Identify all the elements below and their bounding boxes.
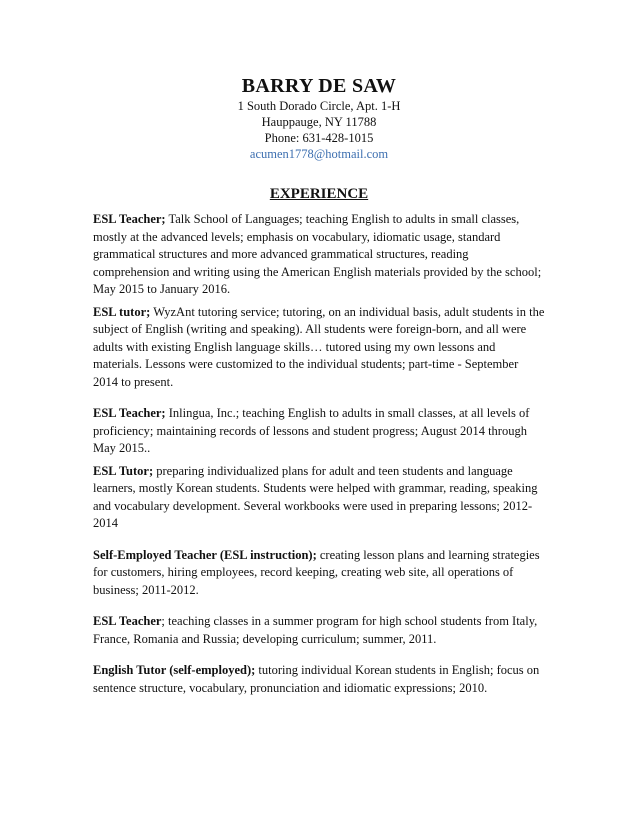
entry-role: ESL Teacher; bbox=[93, 406, 166, 420]
entry-role: ESL Teacher bbox=[93, 614, 162, 628]
experience-heading: EXPERIENCE bbox=[269, 186, 369, 202]
resume-header bbox=[0, 74, 638, 162]
entry-description: WyzAnt tutoring service; tutoring, on an individual basis, adult students in the subject of English (writing and speaking). All students were foreign-born, and all were adults with existing English language skills… tutored using my own lessons and materials. Lessons were customized to the individual students; part-time - September 2014 to present. bbox=[93, 304, 545, 389]
experience-entry bbox=[93, 463, 545, 533]
entry-role: Self-Employed Teacher (ESL instruction); bbox=[93, 547, 317, 562]
experience-entry bbox=[93, 662, 545, 697]
entry-role: English Tutor (self-employed); bbox=[93, 663, 256, 677]
address-line-1: 1 South Dorado Circle, Apt. 1-H bbox=[237, 99, 401, 113]
experience-entry bbox=[93, 304, 545, 392]
entry-description: Talk School of Languages; teaching English to adults in small classes, mostly at the advanced levels; emphasis on vocabulary, idiomatic usage, standard grammatical structures and more advanced grammatical structures, reading comprehension and writing using the American English materials provided by the school; May 2015 to January 2016. bbox=[93, 212, 542, 296]
entry-description: ; teaching classes in a summer program for high school students from Italy, France, Romania and Russia; developing curriculum; summer, 2011. bbox=[93, 614, 538, 646]
entry-role: ESL Teacher; bbox=[93, 212, 166, 226]
entry-description: creating lesson plans and learning strategies for customers, hiring employees, record keeping, creating web site, all operations of business; 2011-2012. bbox=[93, 547, 540, 597]
phone-line: Phone: 631-428-1015 bbox=[264, 131, 374, 145]
entry-description: preparing individualized plans for adult and teen students and language learners, mostly Korean students. Students were helped with grammar, reading, speaking and vocabulary development. Several workbooks were used in preparing lessons; 2012-2014 bbox=[93, 463, 538, 530]
entry-role: ESL tutor; bbox=[93, 304, 151, 319]
experience-entry bbox=[93, 613, 545, 648]
experience-entry bbox=[93, 405, 545, 458]
entry-description: Inlingua, Inc.; teaching English to adults in small classes, at all levels of proficiency; maintaining records of lessons and student progress; August 2014 through May 2015.. bbox=[93, 406, 530, 455]
entry-role: ESL Tutor; bbox=[93, 463, 154, 478]
entry-description: tutoring individual Korean students in English; focus on sentence structure, vocabulary, pronunciation and idiomatic expressions; 2010. bbox=[93, 663, 540, 695]
email-link[interactable]: acumen1778@hotmail.com bbox=[249, 147, 389, 161]
experience-entry bbox=[93, 211, 545, 299]
address-line-2: Hauppauge, NY 11788 bbox=[261, 115, 377, 129]
applicant-name: BARRY DE SAW bbox=[241, 75, 397, 97]
experience-entry bbox=[93, 547, 545, 600]
experience-list bbox=[93, 211, 545, 697]
